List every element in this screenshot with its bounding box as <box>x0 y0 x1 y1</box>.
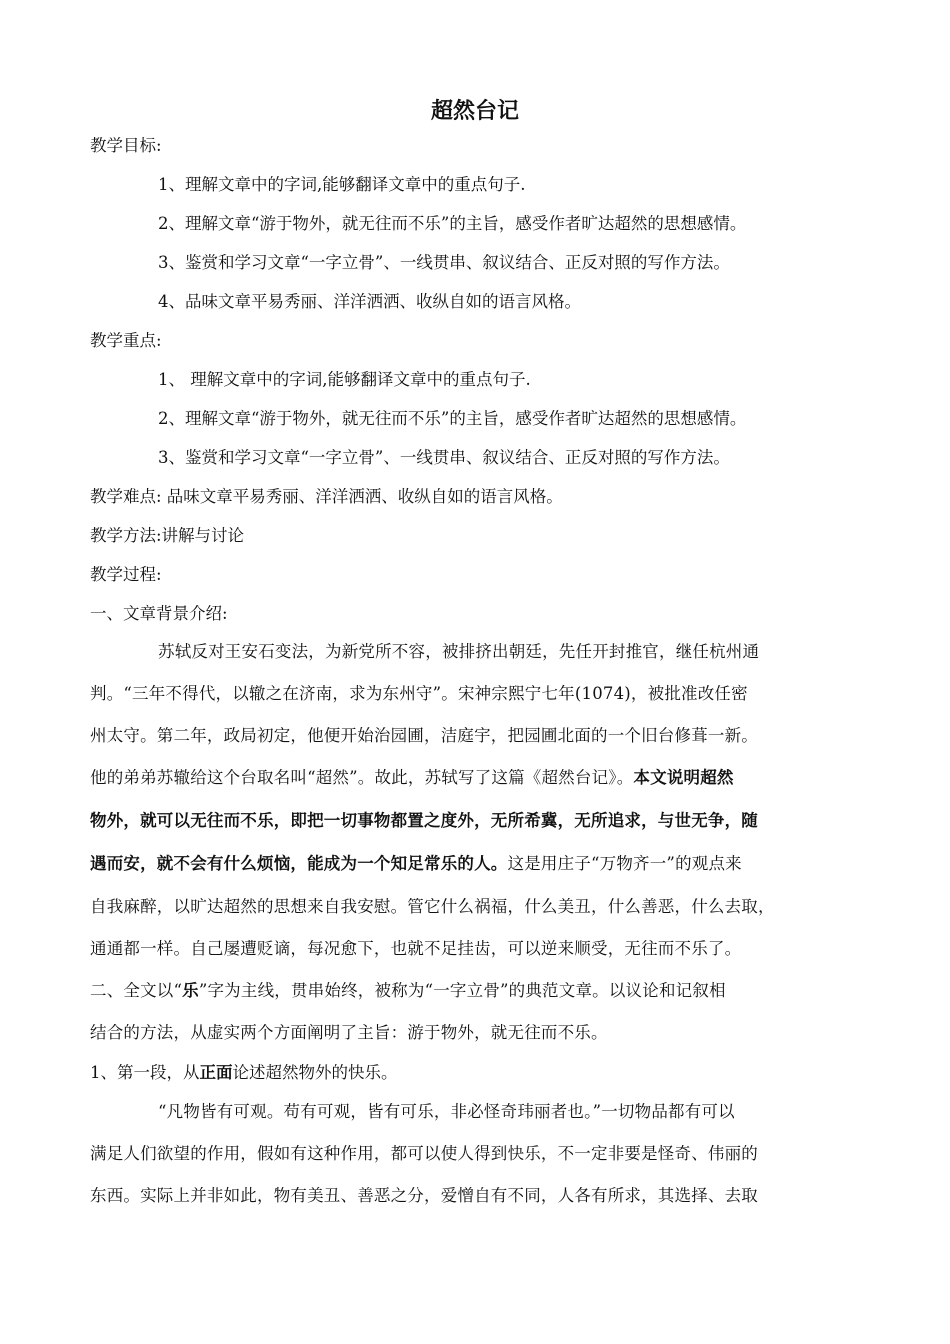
section2-text: ”字为主线，贯串始终，被称为“一字立骨”的典范文章。以议论和记叙相 <box>198 981 726 1000</box>
key-point-item: 3、鉴赏和学习文章“一字立骨”、一线贯串、叙议结合、正反对照的写作方法。 <box>158 448 730 467</box>
section2-keyword: 乐 <box>182 981 199 1000</box>
process-heading: 教学过程: <box>90 565 162 584</box>
section1-text: 这是用庄子“万物齐一”的观点来 <box>507 854 742 873</box>
section1-line <box>90 809 870 833</box>
objective-item: 2、理解文章“游于物外，就无往而不乐”的主旨，感受作者旷达超然的思想感情。 <box>158 214 747 233</box>
objective-item: 3、鉴赏和学习文章“一字立骨”、一线贯串、叙议结合、正反对照的写作方法。 <box>158 253 730 272</box>
key-point-item: 1、 理解文章中的字词,能够翻译文章中的重点句子. <box>158 370 531 389</box>
section2-line: 结合的方法，从虚实两个方面阐明了主旨：游于物外，就无往而不乐。 <box>90 1023 608 1042</box>
section2-line <box>90 979 870 1003</box>
section1-bold-text: 本文说明超然 <box>633 768 734 787</box>
section2-text: 二、全文以“ <box>90 981 183 1000</box>
point1-line <box>90 1061 870 1085</box>
section1-line: 苏轼反对王安石变法，为新党所不容，被排挤出朝廷，先任开封推官，继任杭州通 <box>158 642 760 661</box>
section1-line: 通通都一样。自己屡遭贬谪，每况愈下，也就不足挂齿，可以逆来顺受，无往而不乐了。 <box>90 939 742 958</box>
difficulty-line: 教学难点: 品味文章平易秀丽、洋洋洒洒、收纵自如的语言风格。 <box>90 487 563 506</box>
point1-text: 论述超然物外的快乐。 <box>232 1063 398 1082</box>
section1-line <box>90 852 870 876</box>
document-title: 超然台记 <box>430 99 519 124</box>
quote-line: “凡物皆有可观。苟有可观，皆有可乐，非必怪奇玮丽者也。”一切物品都有可以 <box>158 1102 735 1121</box>
section1-heading: 一、文章背景介绍: <box>90 604 228 623</box>
method-line: 教学方法:讲解与讨论 <box>90 526 245 545</box>
section1-text: 他的弟弟苏辙给这个台取名叫“超然”。故此，苏轼写了这篇《超然台记》。 <box>90 768 634 787</box>
objectives-heading: 教学目标: <box>90 136 162 155</box>
quote-line: 满足人们欲望的作用，假如有这种作用，都可以使人得到快乐，不一定非要是怪奇、伟丽的 <box>90 1144 758 1163</box>
objective-item: 4、品味文章平易秀丽、洋洋洒洒、收纵自如的语言风格。 <box>158 292 581 311</box>
section1-bold-text: 物外，就可以无往而不乐，即把一切事物都置之度外，无所希冀，无所追求，与世无争，随 <box>90 811 758 830</box>
section1-line: 判。“三年不得代，以辙之在济南，求为东州守”。宋神宗熙宁七年(1074)，被批准改任密 <box>90 684 748 703</box>
key-points-heading: 教学重点: <box>90 331 162 350</box>
objective-item: 1、理解文章中的字词,能够翻译文章中的重点句子. <box>158 175 526 194</box>
point1-text: 1、第一段，从 <box>90 1063 200 1082</box>
section1-line: 自我麻醉，以旷达超然的思想来自我安慰。管它什么祸福，什么美丑，什么善恶，什么去取， <box>90 897 775 916</box>
quote-line: 东西。实际上并非如此，物有美丑、善恶之分，爱憎自有不同，人各有所求，其选择、去取 <box>90 1186 758 1205</box>
point1-keyword: 正面 <box>199 1063 233 1082</box>
section1-line <box>90 766 870 790</box>
section1-bold-text: 遇而安，就不会有什么烦恼，能成为一个知足常乐的人。 <box>90 854 508 873</box>
section1-line: 州太守。第二年，政局初定，他便开始治园圃，洁庭宇，把园圃北面的一个旧台修葺一新。 <box>90 726 758 745</box>
key-point-item: 2、理解文章“游于物外，就无往而不乐”的主旨，感受作者旷达超然的思想感情。 <box>158 409 747 428</box>
